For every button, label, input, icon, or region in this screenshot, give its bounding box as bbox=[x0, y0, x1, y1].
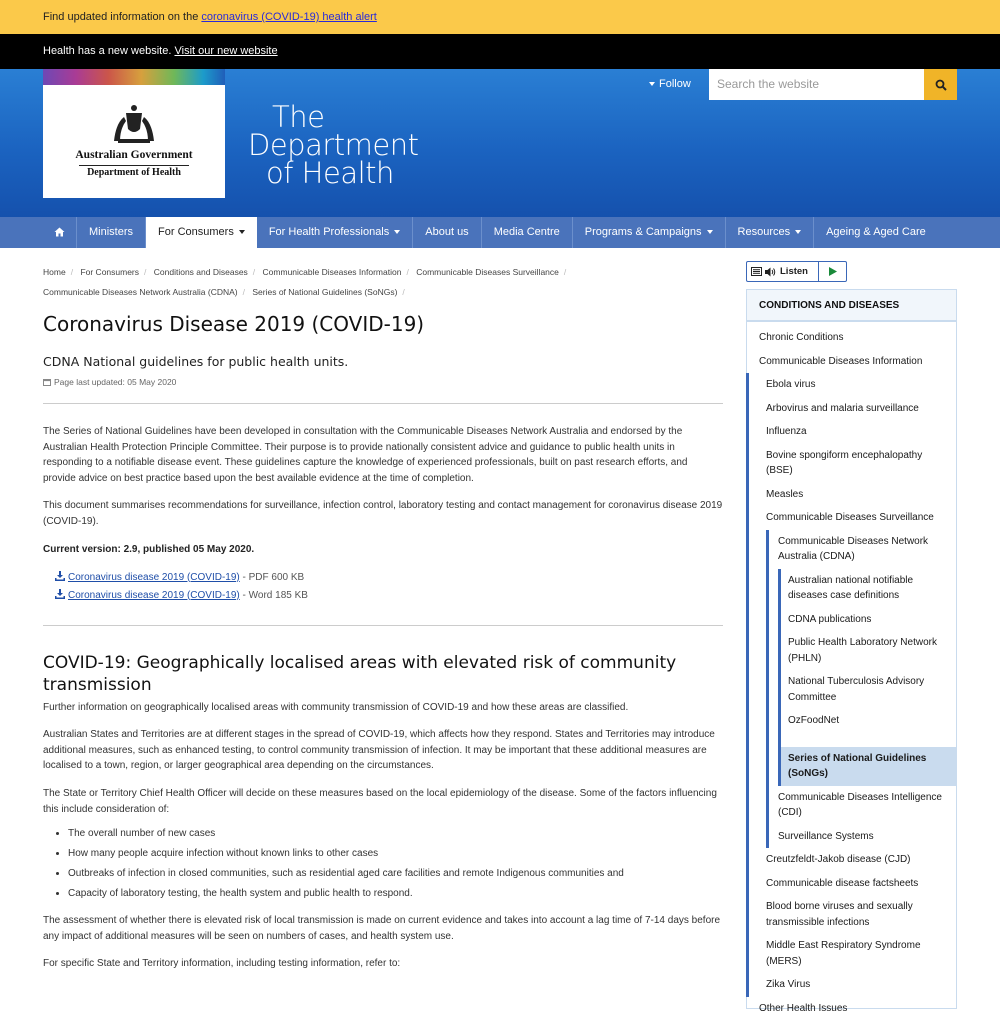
new-website-link[interactable]: Visit our new website bbox=[174, 45, 277, 57]
nav-for-health-professionals[interactable] bbox=[257, 217, 413, 248]
side-nav-item-current[interactable]: Series of National Guidelines (SoNGs) bbox=[781, 747, 956, 786]
listen-menu-button[interactable] bbox=[747, 262, 819, 281]
section-paragraph-1: Further information on geographically localised areas with community transmission of COVID-19 and how these areas are classified. bbox=[43, 700, 723, 716]
breadcrumb-cd-surveillance[interactable]: Communicable Diseases Surveillance bbox=[416, 267, 559, 277]
side-nav-item[interactable]: Communicable Diseases Information bbox=[747, 350, 956, 374]
nav-ministers[interactable] bbox=[77, 217, 146, 248]
side-nav-item[interactable]: Other Health Issues bbox=[747, 997, 956, 1020]
nav-label: Media Centre bbox=[494, 226, 560, 238]
list-item: • The overall number of new cases bbox=[68, 827, 723, 841]
breadcrumb-separator: / bbox=[71, 267, 73, 277]
intro-paragraph-2: This document summarises recommendations for surveillance, infection control, laboratory testing and contact management for coronavirus disease 2019 (COVID-19). bbox=[43, 498, 723, 529]
side-nav-item[interactable]: Blood borne viruses and sexually transmissible infections bbox=[749, 895, 956, 934]
side-nav-item[interactable]: Middle East Respiratory Syndrome (MERS) bbox=[749, 934, 956, 973]
section-paragraph-2: Australian States and Territories are at different stages in the spread of COVID-19, which affects how they respond. States and Territories may introduce additional measures, such as enhanced testing, to control community transmission of infection. It may be important that these additional measures are localised to a town, region, or larger geographical area depending on the circumstances. bbox=[43, 727, 723, 774]
section-paragraph-5: For specific State and Territory information, including testing information, refer to: bbox=[43, 956, 723, 972]
coat-of-arms-icon bbox=[104, 103, 164, 147]
section-paragraph-4: The assessment of whether there is elevated risk of local transmission is made on current evidence and takes into account a lag time of 7-14 days before any impact of additional measures will be seen on numbers of cases, and health system use. bbox=[43, 913, 723, 944]
nav-resources[interactable] bbox=[726, 217, 815, 248]
search-input[interactable]: Search the website bbox=[709, 69, 924, 100]
gov-department: Department of Health bbox=[43, 167, 225, 178]
side-nav-item[interactable]: Chronic Conditions bbox=[747, 326, 956, 350]
listen-widget bbox=[746, 261, 847, 282]
nav-label: For Health Professionals bbox=[269, 226, 389, 238]
breadcrumb-separator: / bbox=[564, 267, 566, 277]
nav-label: Resources bbox=[738, 226, 791, 238]
nav-label: For Consumers bbox=[158, 226, 234, 238]
alert-text: Find updated information on the bbox=[43, 11, 198, 23]
calendar-icon bbox=[43, 378, 51, 386]
download-pdf-meta: - PDF 600 KB bbox=[243, 572, 305, 583]
title-line-1: The bbox=[248, 103, 419, 131]
nav-label: Ageing & Aged Care bbox=[826, 226, 926, 238]
caret-down-icon bbox=[239, 230, 245, 234]
play-icon bbox=[829, 267, 837, 276]
home-icon bbox=[54, 227, 65, 237]
nav-for-consumers[interactable] bbox=[146, 217, 257, 248]
government-logo[interactable] bbox=[43, 85, 225, 198]
current-version: Current version: 2.9, published 05 May 2020. bbox=[43, 544, 723, 555]
listen-play-button[interactable] bbox=[819, 262, 846, 281]
page-title: Coronavirus Disease 2019 (COVID-19) bbox=[43, 312, 723, 336]
last-updated bbox=[43, 377, 723, 387]
side-nav-item[interactable]: National Tuberculosis Advisory Committee bbox=[781, 670, 956, 709]
side-nav-group bbox=[778, 569, 956, 786]
caret-down-icon bbox=[707, 230, 713, 234]
download-word-meta: - Word 185 KB bbox=[243, 590, 308, 601]
side-nav-item[interactable]: Influenza bbox=[749, 420, 956, 444]
side-nav-item[interactable]: Zika Virus bbox=[749, 973, 956, 997]
list-item: • How many people acquire infection without known links to other cases bbox=[68, 847, 723, 861]
side-nav-item[interactable]: Measles bbox=[749, 483, 956, 507]
section-paragraph-3: The State or Territory Chief Health Officer will decide on these measures based on the local epidemiology of the disease. Some of the factors influencing this include consideration of: bbox=[43, 786, 723, 817]
breadcrumb-for-consumers[interactable]: For Consumers bbox=[80, 267, 139, 277]
breadcrumb-cd-information[interactable]: Communicable Diseases Information bbox=[263, 267, 402, 277]
breadcrumb-separator: / bbox=[144, 267, 146, 277]
side-nav-item[interactable]: Communicable Diseases Surveillance bbox=[749, 506, 956, 530]
nav-label: About us bbox=[425, 226, 468, 238]
side-nav bbox=[746, 289, 957, 1009]
logo-divider bbox=[79, 165, 189, 166]
search-button[interactable] bbox=[924, 69, 957, 100]
nav-programs-campaigns[interactable] bbox=[573, 217, 726, 248]
download-pdf bbox=[43, 571, 723, 583]
nav-media-centre[interactable] bbox=[482, 217, 573, 248]
breadcrumb-home[interactable]: Home bbox=[43, 267, 66, 277]
logo-color-strip bbox=[43, 69, 225, 85]
download-pdf-link[interactable]: Coronavirus disease 2019 (COVID-19) bbox=[68, 572, 240, 583]
caret-down-icon bbox=[394, 230, 400, 234]
factors-list bbox=[43, 827, 723, 901]
title-line-2: Department bbox=[248, 128, 419, 162]
breadcrumb-songs[interactable]: Series of National Guidelines (SoNGs) bbox=[252, 287, 397, 297]
side-nav-item[interactable]: Surveillance Systems bbox=[769, 825, 956, 849]
covid-alert-link[interactable]: coronavirus (COVID-19) health alert bbox=[201, 11, 376, 23]
list-item: • Outbreaks of infection in closed communities, such as residential aged care facilities and remote Indigenous communities and bbox=[68, 867, 723, 881]
site-header bbox=[0, 69, 1000, 217]
page-subtitle: CDNA National guidelines for public health units. bbox=[43, 354, 723, 369]
main-content bbox=[43, 312, 723, 972]
download-icon bbox=[55, 571, 65, 581]
download-word bbox=[43, 589, 723, 601]
side-nav-item[interactable]: CDNA publications bbox=[781, 608, 956, 632]
breadcrumb-separator: / bbox=[402, 287, 404, 297]
side-nav-item[interactable]: Communicable Diseases Network Australia (CDNA) bbox=[769, 530, 956, 569]
section-heading: COVID-19: Geographically localised areas with elevated risk of community transmission bbox=[43, 652, 723, 696]
caret-down-icon bbox=[795, 230, 801, 234]
alert-banner bbox=[0, 0, 1000, 34]
follow-button[interactable] bbox=[649, 78, 691, 90]
breadcrumb-separator: / bbox=[253, 267, 255, 277]
side-nav-item[interactable]: Arbovirus and malaria surveillance bbox=[749, 397, 956, 421]
gov-name: Australian Government bbox=[43, 149, 225, 161]
menu-icon bbox=[751, 267, 762, 276]
side-nav-item[interactable]: OzFoodNet bbox=[781, 709, 956, 733]
listen-label: Listen bbox=[780, 266, 808, 277]
breadcrumb-cdna[interactable]: Communicable Diseases Network Australia (CDNA) bbox=[43, 287, 238, 297]
side-nav-item[interactable]: Bovine spongiform encephalopathy (BSE) bbox=[749, 444, 956, 483]
side-nav-item[interactable]: Australian national notifiable diseases case definitions bbox=[781, 569, 956, 608]
divider bbox=[43, 625, 723, 626]
nav-label: Programs & Campaigns bbox=[585, 226, 702, 238]
side-nav-item[interactable]: Communicable Diseases Intelligence (CDI) bbox=[769, 786, 956, 825]
side-nav-heading: CONDITIONS AND DISEASES bbox=[747, 290, 956, 322]
breadcrumb-separator: / bbox=[406, 267, 408, 277]
search-icon bbox=[935, 79, 947, 91]
breadcrumb-separator: / bbox=[243, 287, 245, 297]
new-website-text: Health has a new website. bbox=[43, 45, 171, 57]
new-website-banner bbox=[0, 34, 1000, 69]
nav-label: Ministers bbox=[89, 226, 133, 238]
nav-ageing-aged-care[interactable] bbox=[814, 217, 938, 248]
main-nav bbox=[0, 217, 1000, 248]
divider bbox=[43, 403, 723, 404]
intro-paragraph-1: The Series of National Guidelines have been developed in consultation with the Communicable Diseases Network Australia and endorsed by the Australian Health Protection Principle Committee. Their purpose is to provide nationally consistent advice and guidance to public health units in responding to a notifiable disease event. These guidelines capture the knowledge of experienced professionals, built on past research efforts, and provide advice on best practice based upon the best available evidence at the time of completion. bbox=[43, 424, 723, 486]
nav-home[interactable] bbox=[43, 217, 77, 248]
download-word-link[interactable]: Coronavirus disease 2019 (COVID-19) bbox=[68, 590, 240, 601]
last-updated-text: Page last updated: 05 May 2020 bbox=[54, 377, 176, 387]
side-nav-item[interactable]: Creutzfeldt-Jakob disease (CJD) bbox=[749, 848, 956, 872]
title-line-3: of Health bbox=[248, 159, 419, 187]
side-nav-group bbox=[746, 373, 956, 997]
caret-down-icon bbox=[649, 82, 655, 86]
speaker-icon bbox=[765, 267, 777, 277]
download-icon bbox=[55, 589, 65, 599]
list-item: • Capacity of laboratory testing, the health system and public health to respond. bbox=[68, 887, 723, 901]
side-nav-item[interactable]: Ebola virus bbox=[749, 373, 956, 397]
side-nav-group bbox=[766, 530, 956, 849]
department-title[interactable] bbox=[248, 103, 419, 187]
side-nav-item[interactable]: Public Health Laboratory Network (PHLN) bbox=[781, 631, 956, 670]
breadcrumb bbox=[43, 262, 733, 302]
nav-about-us[interactable] bbox=[413, 217, 481, 248]
follow-label: Follow bbox=[659, 78, 691, 90]
breadcrumb-conditions-diseases[interactable]: Conditions and Diseases bbox=[154, 267, 248, 277]
side-nav-item[interactable]: Communicable disease factsheets bbox=[749, 872, 956, 896]
